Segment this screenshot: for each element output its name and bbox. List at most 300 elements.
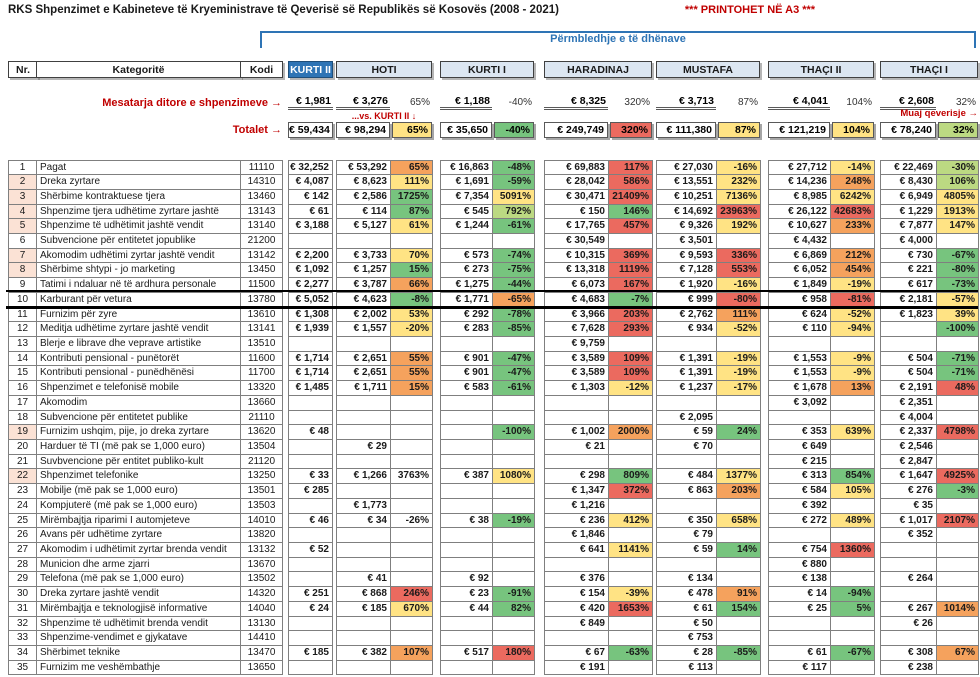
code-cell[interactable]: 13502 — [240, 571, 283, 587]
pct-cell-mustafa[interactable]: 658% — [716, 513, 761, 529]
pct-cell-haradinaj[interactable]: 2000% — [608, 424, 653, 440]
code-cell[interactable]: 13143 — [240, 204, 283, 220]
value-cell-hoti[interactable]: € 114 — [336, 204, 391, 220]
pct-cell-mustafa[interactable]: -19% — [716, 365, 761, 381]
pct-cell-mustafa[interactable] — [716, 233, 761, 249]
value-cell-thaci-ii[interactable]: € 61 — [768, 645, 831, 661]
value-cell-haradinaj[interactable]: € 236 — [544, 513, 609, 529]
category-cell[interactable]: Kontributi pensional - punëtorët — [36, 351, 241, 367]
pct-cell-mustafa[interactable]: -52% — [716, 321, 761, 337]
pct-cell-hoti[interactable] — [390, 424, 433, 440]
value-cell-thaci-i[interactable]: € 35 — [880, 498, 937, 514]
value-cell-mustafa[interactable]: € 1,391 — [656, 351, 717, 367]
pct-cell-mustafa[interactable]: -16% — [716, 160, 761, 176]
value-cell-kurti-i[interactable] — [440, 660, 493, 676]
value-cell-thaci-ii[interactable]: € 313 — [768, 468, 831, 484]
pct-cell-thaci-i[interactable]: -73% — [936, 277, 979, 293]
value-cell-mustafa[interactable]: € 27,030 — [656, 160, 717, 176]
nr-cell[interactable]: 13 — [8, 336, 37, 352]
pct-cell-thaci-ii[interactable] — [830, 527, 875, 543]
pct-cell-haradinaj[interactable]: -7% — [608, 292, 653, 308]
value-cell-haradinaj[interactable]: € 9,759 — [544, 336, 609, 352]
pct-cell-hoti[interactable]: 3763% — [390, 468, 433, 484]
pct-cell-kurti-i[interactable]: -85% — [492, 321, 535, 337]
code-cell[interactable]: 13650 — [240, 660, 283, 676]
pct-cell-mustafa[interactable]: 192% — [716, 218, 761, 234]
pct-cell-hoti[interactable]: 66% — [390, 277, 433, 293]
value-cell-mustafa[interactable]: € 134 — [656, 571, 717, 587]
value-cell-hoti[interactable]: € 29 — [336, 439, 391, 455]
nr-cell[interactable]: 28 — [8, 557, 37, 573]
value-cell-thaci-ii[interactable]: € 1,678 — [768, 380, 831, 396]
value-cell-thaci-ii[interactable]: € 138 — [768, 571, 831, 587]
value-cell-kurti-ii[interactable] — [288, 233, 333, 249]
category-cell[interactable]: Shpenzime të udhëtimit jashtë vendit — [36, 218, 241, 234]
pct-cell-haradinaj[interactable] — [608, 410, 653, 426]
pct-cell-mustafa[interactable] — [716, 395, 761, 411]
pct-cell-hoti[interactable]: 1725% — [390, 189, 433, 205]
pct-cell-hoti[interactable]: 246% — [390, 586, 433, 602]
value-cell-kurti-ii[interactable]: € 33 — [288, 468, 333, 484]
pct-cell-mustafa[interactable]: 23963% — [716, 204, 761, 220]
pm-header-kurti-i[interactable]: KURTI I — [440, 61, 534, 78]
pct-cell-mustafa[interactable]: 203% — [716, 483, 761, 499]
code-cell[interactable]: 11600 — [240, 351, 283, 367]
total-pct-thaci-ii[interactable]: 104% — [832, 122, 874, 138]
value-cell-thaci-ii[interactable]: € 14,236 — [768, 174, 831, 190]
pct-cell-hoti[interactable] — [390, 527, 433, 543]
pm-header-kurti-ii[interactable]: KURTI II — [288, 61, 333, 78]
value-cell-kurti-i[interactable]: € 38 — [440, 513, 493, 529]
value-cell-haradinaj[interactable]: € 67 — [544, 645, 609, 661]
value-cell-kurti-ii[interactable]: € 3,188 — [288, 218, 333, 234]
pct-cell-thaci-i[interactable]: -80% — [936, 262, 979, 278]
pct-cell-kurti-i[interactable] — [492, 233, 535, 249]
value-cell-mustafa[interactable]: € 28 — [656, 645, 717, 661]
value-cell-hoti[interactable] — [336, 616, 391, 632]
pct-cell-thaci-i[interactable]: 67% — [936, 645, 979, 661]
nr-cell[interactable]: 14 — [8, 351, 37, 367]
pct-cell-thaci-ii[interactable]: 42683% — [830, 204, 875, 220]
pct-cell-thaci-i[interactable] — [936, 233, 979, 249]
value-cell-hoti[interactable]: € 41 — [336, 571, 391, 587]
value-cell-kurti-ii[interactable]: € 32,252 — [288, 160, 333, 176]
pct-cell-kurti-i[interactable]: -47% — [492, 351, 535, 367]
nr-cell[interactable]: 6 — [8, 233, 37, 249]
pct-cell-thaci-i[interactable] — [936, 616, 979, 632]
pct-cell-mustafa[interactable] — [716, 557, 761, 573]
nr-cell[interactable]: 11 — [8, 307, 37, 323]
value-cell-hoti[interactable]: € 185 — [336, 601, 391, 617]
value-cell-mustafa[interactable]: € 2,762 — [656, 307, 717, 323]
pct-cell-thaci-i[interactable] — [936, 336, 979, 352]
pct-cell-thaci-ii[interactable]: 6242% — [830, 189, 875, 205]
pct-cell-hoti[interactable] — [390, 630, 433, 646]
pct-cell-kurti-i[interactable] — [492, 527, 535, 543]
value-cell-kurti-ii[interactable] — [288, 557, 333, 573]
value-cell-haradinaj[interactable] — [544, 557, 609, 573]
pct-cell-haradinaj[interactable]: 109% — [608, 365, 653, 381]
total-value-thaci-i[interactable]: € 78,240 — [880, 122, 936, 138]
value-cell-kurti-ii[interactable] — [288, 410, 333, 426]
value-cell-kurti-i[interactable]: € 283 — [440, 321, 493, 337]
value-cell-hoti[interactable]: € 1,773 — [336, 498, 391, 514]
pct-cell-thaci-i[interactable]: -67% — [936, 248, 979, 264]
value-cell-kurti-i[interactable]: € 1,244 — [440, 218, 493, 234]
value-cell-thaci-ii[interactable]: € 4,432 — [768, 233, 831, 249]
pct-cell-haradinaj[interactable]: -12% — [608, 380, 653, 396]
value-cell-haradinaj[interactable]: € 1,347 — [544, 483, 609, 499]
value-cell-kurti-ii[interactable] — [288, 616, 333, 632]
category-cell[interactable]: Telefona (më pak se 1,000 euro) — [36, 571, 241, 587]
pct-cell-mustafa[interactable]: 24% — [716, 424, 761, 440]
value-cell-kurti-i[interactable]: € 387 — [440, 468, 493, 484]
value-cell-mustafa[interactable]: € 1,391 — [656, 365, 717, 381]
value-cell-mustafa[interactable]: € 9,593 — [656, 248, 717, 264]
value-cell-thaci-ii[interactable] — [768, 336, 831, 352]
pm-header-hoti[interactable]: HOTI — [336, 61, 432, 78]
value-cell-kurti-ii[interactable] — [288, 498, 333, 514]
daily-average-pct-kurti-i[interactable]: -40% — [508, 97, 532, 108]
pct-cell-haradinaj[interactable] — [608, 660, 653, 676]
value-cell-haradinaj[interactable]: € 6,073 — [544, 277, 609, 293]
pct-cell-kurti-i[interactable]: 1080% — [492, 468, 535, 484]
value-cell-thaci-i[interactable] — [880, 542, 937, 558]
value-cell-hoti[interactable]: € 3,787 — [336, 277, 391, 293]
value-cell-kurti-ii[interactable] — [288, 571, 333, 587]
pct-cell-thaci-ii[interactable]: -19% — [830, 277, 875, 293]
pct-cell-hoti[interactable] — [390, 660, 433, 676]
nr-cell[interactable]: 34 — [8, 645, 37, 661]
pct-cell-thaci-ii[interactable] — [830, 336, 875, 352]
pct-cell-hoti[interactable]: 55% — [390, 365, 433, 381]
pct-cell-mustafa[interactable]: 111% — [716, 307, 761, 323]
code-cell[interactable]: 13130 — [240, 616, 283, 632]
value-cell-thaci-ii[interactable]: € 3,092 — [768, 395, 831, 411]
value-cell-kurti-ii[interactable] — [288, 630, 333, 646]
value-cell-thaci-i[interactable]: € 264 — [880, 571, 937, 587]
value-cell-haradinaj[interactable]: € 1,303 — [544, 380, 609, 396]
pct-cell-mustafa[interactable]: 1377% — [716, 468, 761, 484]
category-cell[interactable]: Shpenzimet telefonike — [36, 468, 241, 484]
pct-cell-mustafa[interactable] — [716, 571, 761, 587]
pct-cell-kurti-i[interactable]: -61% — [492, 380, 535, 396]
pct-cell-thaci-ii[interactable]: 105% — [830, 483, 875, 499]
value-cell-mustafa[interactable]: € 478 — [656, 586, 717, 602]
value-cell-thaci-ii[interactable]: € 14 — [768, 586, 831, 602]
code-cell[interactable]: 11110 — [240, 160, 283, 176]
value-cell-kurti-i[interactable] — [440, 410, 493, 426]
value-cell-mustafa[interactable]: € 934 — [656, 321, 717, 337]
col-header-nr[interactable]: Nr. — [8, 61, 38, 78]
nr-cell[interactable]: 30 — [8, 586, 37, 602]
value-cell-thaci-ii[interactable]: € 6,869 — [768, 248, 831, 264]
value-cell-kurti-i[interactable] — [440, 424, 493, 440]
pct-cell-thaci-ii[interactable]: -52% — [830, 307, 875, 323]
pct-cell-kurti-i[interactable]: -100% — [492, 424, 535, 440]
nr-cell[interactable]: 12 — [8, 321, 37, 337]
value-cell-haradinaj[interactable]: € 154 — [544, 586, 609, 602]
value-cell-kurti-ii[interactable]: € 1,308 — [288, 307, 333, 323]
value-cell-thaci-ii[interactable]: € 10,627 — [768, 218, 831, 234]
code-cell[interactable]: 13460 — [240, 189, 283, 205]
pct-cell-haradinaj[interactable]: -63% — [608, 645, 653, 661]
pct-cell-mustafa[interactable] — [716, 410, 761, 426]
pct-cell-mustafa[interactable]: 91% — [716, 586, 761, 602]
pct-cell-hoti[interactable]: 65% — [390, 160, 433, 176]
pct-cell-hoti[interactable]: 53% — [390, 307, 433, 323]
total-pct-mustafa[interactable]: 87% — [718, 122, 760, 138]
value-cell-haradinaj[interactable]: € 21 — [544, 439, 609, 455]
pct-cell-haradinaj[interactable] — [608, 336, 653, 352]
pct-cell-haradinaj[interactable]: 372% — [608, 483, 653, 499]
pct-cell-mustafa[interactable] — [716, 616, 761, 632]
daily-average-value-haradinaj[interactable]: € 8,325 — [544, 94, 608, 110]
pct-cell-thaci-ii[interactable]: 248% — [830, 174, 875, 190]
value-cell-thaci-i[interactable]: € 504 — [880, 351, 937, 367]
value-cell-thaci-i[interactable]: € 308 — [880, 645, 937, 661]
value-cell-mustafa[interactable] — [656, 498, 717, 514]
value-cell-mustafa[interactable]: € 3,501 — [656, 233, 717, 249]
pct-cell-haradinaj[interactable]: 412% — [608, 513, 653, 529]
value-cell-kurti-i[interactable]: € 583 — [440, 380, 493, 396]
value-cell-haradinaj[interactable]: € 3,589 — [544, 351, 609, 367]
value-cell-hoti[interactable]: € 3,733 — [336, 248, 391, 264]
value-cell-hoti[interactable] — [336, 542, 391, 558]
value-cell-haradinaj[interactable]: € 69,883 — [544, 160, 609, 176]
category-cell[interactable]: Shpenzime tjera udhëtime zyrtare jashtë — [36, 204, 241, 220]
pm-header-thaci-ii[interactable]: THAÇI II — [768, 61, 874, 78]
pct-cell-mustafa[interactable] — [716, 527, 761, 543]
nr-cell[interactable]: 1 — [8, 160, 37, 176]
pct-cell-haradinaj[interactable]: 146% — [608, 204, 653, 220]
pct-cell-mustafa[interactable]: -80% — [716, 292, 761, 308]
daily-average-pct-thaci-ii[interactable]: 104% — [846, 97, 872, 108]
value-cell-kurti-ii[interactable]: € 46 — [288, 513, 333, 529]
nr-cell[interactable]: 24 — [8, 498, 37, 514]
pct-cell-haradinaj[interactable] — [608, 630, 653, 646]
value-cell-thaci-ii[interactable]: € 1,849 — [768, 277, 831, 293]
value-cell-kurti-ii[interactable]: € 142 — [288, 189, 333, 205]
value-cell-haradinaj[interactable]: € 28,042 — [544, 174, 609, 190]
pct-cell-thaci-i[interactable] — [936, 454, 979, 470]
pct-cell-kurti-i[interactable] — [492, 542, 535, 558]
pct-cell-mustafa[interactable]: 336% — [716, 248, 761, 264]
code-cell[interactable]: 14040 — [240, 601, 283, 617]
code-cell[interactable]: 13140 — [240, 218, 283, 234]
code-cell[interactable]: 13610 — [240, 307, 283, 323]
daily-average-pct-hoti[interactable]: 65% — [409, 97, 430, 108]
pct-cell-kurti-i[interactable]: -78% — [492, 307, 535, 323]
value-cell-thaci-i[interactable]: € 2,847 — [880, 454, 937, 470]
value-cell-thaci-i[interactable]: € 1,017 — [880, 513, 937, 529]
pct-cell-thaci-i[interactable] — [936, 498, 979, 514]
category-cell[interactable]: Furnizim për zyre — [36, 307, 241, 323]
pct-cell-thaci-ii[interactable]: 489% — [830, 513, 875, 529]
pct-cell-mustafa[interactable] — [716, 454, 761, 470]
daily-average-pct-haradinaj[interactable]: 320% — [624, 97, 650, 108]
total-pct-kurti-i[interactable]: -40% — [494, 122, 534, 138]
value-cell-hoti[interactable] — [336, 557, 391, 573]
pct-cell-kurti-i[interactable]: -48% — [492, 160, 535, 176]
pct-cell-thaci-i[interactable]: 147% — [936, 218, 979, 234]
pct-cell-hoti[interactable] — [390, 439, 433, 455]
value-cell-thaci-i[interactable]: € 504 — [880, 365, 937, 381]
value-cell-thaci-ii[interactable]: € 1,553 — [768, 351, 831, 367]
value-cell-kurti-i[interactable] — [440, 233, 493, 249]
value-cell-mustafa[interactable]: € 79 — [656, 527, 717, 543]
value-cell-haradinaj[interactable]: € 150 — [544, 204, 609, 220]
value-cell-thaci-ii[interactable]: € 26,122 — [768, 204, 831, 220]
value-cell-hoti[interactable]: € 2,651 — [336, 351, 391, 367]
pct-cell-thaci-i[interactable]: -30% — [936, 160, 979, 176]
category-cell[interactable]: Shërbime kontraktuese tjera — [36, 189, 241, 205]
value-cell-thaci-i[interactable]: € 276 — [880, 483, 937, 499]
pct-cell-thaci-ii[interactable]: 233% — [830, 218, 875, 234]
pct-cell-thaci-ii[interactable] — [830, 439, 875, 455]
value-cell-thaci-i[interactable]: € 730 — [880, 248, 937, 264]
value-cell-hoti[interactable]: € 53,292 — [336, 160, 391, 176]
value-cell-kurti-i[interactable]: € 7,354 — [440, 189, 493, 205]
nr-cell[interactable]: 31 — [8, 601, 37, 617]
value-cell-mustafa[interactable]: € 70 — [656, 439, 717, 455]
value-cell-kurti-i[interactable] — [440, 483, 493, 499]
value-cell-thaci-ii[interactable]: € 272 — [768, 513, 831, 529]
pct-cell-kurti-i[interactable]: -61% — [492, 218, 535, 234]
pct-cell-hoti[interactable]: 670% — [390, 601, 433, 617]
value-cell-mustafa[interactable]: € 59 — [656, 542, 717, 558]
value-cell-mustafa[interactable]: € 1,920 — [656, 277, 717, 293]
pct-cell-kurti-i[interactable] — [492, 454, 535, 470]
category-cell[interactable]: Mobilje (më pak se 1,000 euro) — [36, 483, 241, 499]
category-cell[interactable]: Dreka zyrtare jashtë vendit — [36, 586, 241, 602]
value-cell-haradinaj[interactable]: € 641 — [544, 542, 609, 558]
pct-cell-thaci-i[interactable] — [936, 660, 979, 676]
value-cell-thaci-ii[interactable]: € 392 — [768, 498, 831, 514]
value-cell-kurti-i[interactable] — [440, 542, 493, 558]
value-cell-kurti-ii[interactable]: € 1,714 — [288, 351, 333, 367]
value-cell-hoti[interactable] — [336, 410, 391, 426]
pct-cell-kurti-i[interactable]: 792% — [492, 204, 535, 220]
value-cell-kurti-ii[interactable]: € 1,485 — [288, 380, 333, 396]
value-cell-thaci-i[interactable]: € 8,430 — [880, 174, 937, 190]
pm-header-haradinaj[interactable]: HARADINAJ — [544, 61, 652, 78]
value-cell-kurti-ii[interactable]: € 4,087 — [288, 174, 333, 190]
pct-cell-mustafa[interactable]: 14% — [716, 542, 761, 558]
nr-cell[interactable]: 7 — [8, 248, 37, 264]
pct-cell-thaci-i[interactable] — [936, 571, 979, 587]
value-cell-kurti-i[interactable]: € 901 — [440, 365, 493, 381]
nr-cell[interactable]: 9 — [8, 277, 37, 293]
value-cell-thaci-i[interactable] — [880, 586, 937, 602]
pct-cell-thaci-ii[interactable]: -9% — [830, 351, 875, 367]
nr-cell[interactable]: 35 — [8, 660, 37, 676]
pct-cell-haradinaj[interactable] — [608, 498, 653, 514]
pct-cell-thaci-ii[interactable] — [830, 616, 875, 632]
pm-header-mustafa[interactable]: MUSTAFA — [656, 61, 760, 78]
value-cell-kurti-i[interactable] — [440, 557, 493, 573]
value-cell-haradinaj[interactable]: € 7,628 — [544, 321, 609, 337]
nr-cell[interactable]: 26 — [8, 527, 37, 543]
value-cell-kurti-i[interactable]: € 517 — [440, 645, 493, 661]
value-cell-haradinaj[interactable]: € 4,683 — [544, 292, 609, 308]
value-cell-haradinaj[interactable]: € 420 — [544, 601, 609, 617]
category-cell[interactable]: Kompjuterë (më pak se 1,000 euro) — [36, 498, 241, 514]
value-cell-kurti-ii[interactable]: € 1,714 — [288, 365, 333, 381]
value-cell-mustafa[interactable]: € 999 — [656, 292, 717, 308]
category-cell[interactable]: Akomodim — [36, 395, 241, 411]
value-cell-thaci-ii[interactable]: € 624 — [768, 307, 831, 323]
value-cell-hoti[interactable] — [336, 630, 391, 646]
pct-cell-hoti[interactable] — [390, 542, 433, 558]
pct-cell-hoti[interactable] — [390, 410, 433, 426]
value-cell-thaci-i[interactable]: € 1,823 — [880, 307, 937, 323]
value-cell-kurti-ii[interactable] — [288, 454, 333, 470]
value-cell-thaci-ii[interactable]: € 958 — [768, 292, 831, 308]
value-cell-kurti-ii[interactable]: € 2,200 — [288, 248, 333, 264]
nr-cell[interactable]: 16 — [8, 380, 37, 396]
value-cell-mustafa[interactable] — [656, 557, 717, 573]
nr-cell[interactable]: 27 — [8, 542, 37, 558]
pct-cell-thaci-ii[interactable] — [830, 557, 875, 573]
code-cell[interactable]: 13503 — [240, 498, 283, 514]
nr-cell[interactable]: 19 — [8, 424, 37, 440]
pct-cell-thaci-ii[interactable] — [830, 630, 875, 646]
value-cell-kurti-i[interactable] — [440, 439, 493, 455]
pct-cell-thaci-i[interactable]: 106% — [936, 174, 979, 190]
category-cell[interactable]: Mirëmbajtja e teknologjisë informative — [36, 601, 241, 617]
value-cell-kurti-ii[interactable] — [288, 660, 333, 676]
pct-cell-thaci-ii[interactable]: -81% — [830, 292, 875, 308]
value-cell-kurti-ii[interactable]: € 285 — [288, 483, 333, 499]
value-cell-mustafa[interactable]: € 863 — [656, 483, 717, 499]
category-cell[interactable]: Karburant për vetura — [36, 292, 241, 308]
value-cell-kurti-i[interactable]: € 44 — [440, 601, 493, 617]
pct-cell-kurti-i[interactable] — [492, 630, 535, 646]
value-cell-mustafa[interactable] — [656, 336, 717, 352]
pct-cell-haradinaj[interactable]: 293% — [608, 321, 653, 337]
pct-cell-thaci-i[interactable]: -71% — [936, 351, 979, 367]
value-cell-thaci-ii[interactable]: € 117 — [768, 660, 831, 676]
code-cell[interactable]: 13501 — [240, 483, 283, 499]
value-cell-thaci-i[interactable]: € 4,000 — [880, 233, 937, 249]
value-cell-thaci-i[interactable]: € 2,546 — [880, 439, 937, 455]
pm-header-thaci-i[interactable]: THAÇI I — [880, 61, 978, 78]
value-cell-haradinaj[interactable]: € 1,846 — [544, 527, 609, 543]
pct-cell-hoti[interactable]: -26% — [390, 513, 433, 529]
value-cell-thaci-i[interactable]: € 2,181 — [880, 292, 937, 308]
pct-cell-hoti[interactable] — [390, 498, 433, 514]
code-cell[interactable]: 14310 — [240, 174, 283, 190]
value-cell-thaci-ii[interactable]: € 880 — [768, 557, 831, 573]
nr-cell[interactable]: 8 — [8, 262, 37, 278]
value-cell-kurti-i[interactable]: € 16,863 — [440, 160, 493, 176]
nr-cell[interactable]: 33 — [8, 630, 37, 646]
pct-cell-hoti[interactable]: 15% — [390, 262, 433, 278]
pct-cell-thaci-ii[interactable]: 5% — [830, 601, 875, 617]
value-cell-hoti[interactable] — [336, 483, 391, 499]
category-cell[interactable]: Avans për udhëtime zyrtare — [36, 527, 241, 543]
value-cell-kurti-i[interactable]: € 1,691 — [440, 174, 493, 190]
pct-cell-haradinaj[interactable]: 167% — [608, 277, 653, 293]
value-cell-thaci-i[interactable] — [880, 630, 937, 646]
value-cell-mustafa[interactable]: € 350 — [656, 513, 717, 529]
code-cell[interactable]: 13470 — [240, 645, 283, 661]
code-cell[interactable]: 14320 — [240, 586, 283, 602]
code-cell[interactable]: 13141 — [240, 321, 283, 337]
value-cell-mustafa[interactable]: € 13,551 — [656, 174, 717, 190]
value-cell-mustafa[interactable]: € 50 — [656, 616, 717, 632]
